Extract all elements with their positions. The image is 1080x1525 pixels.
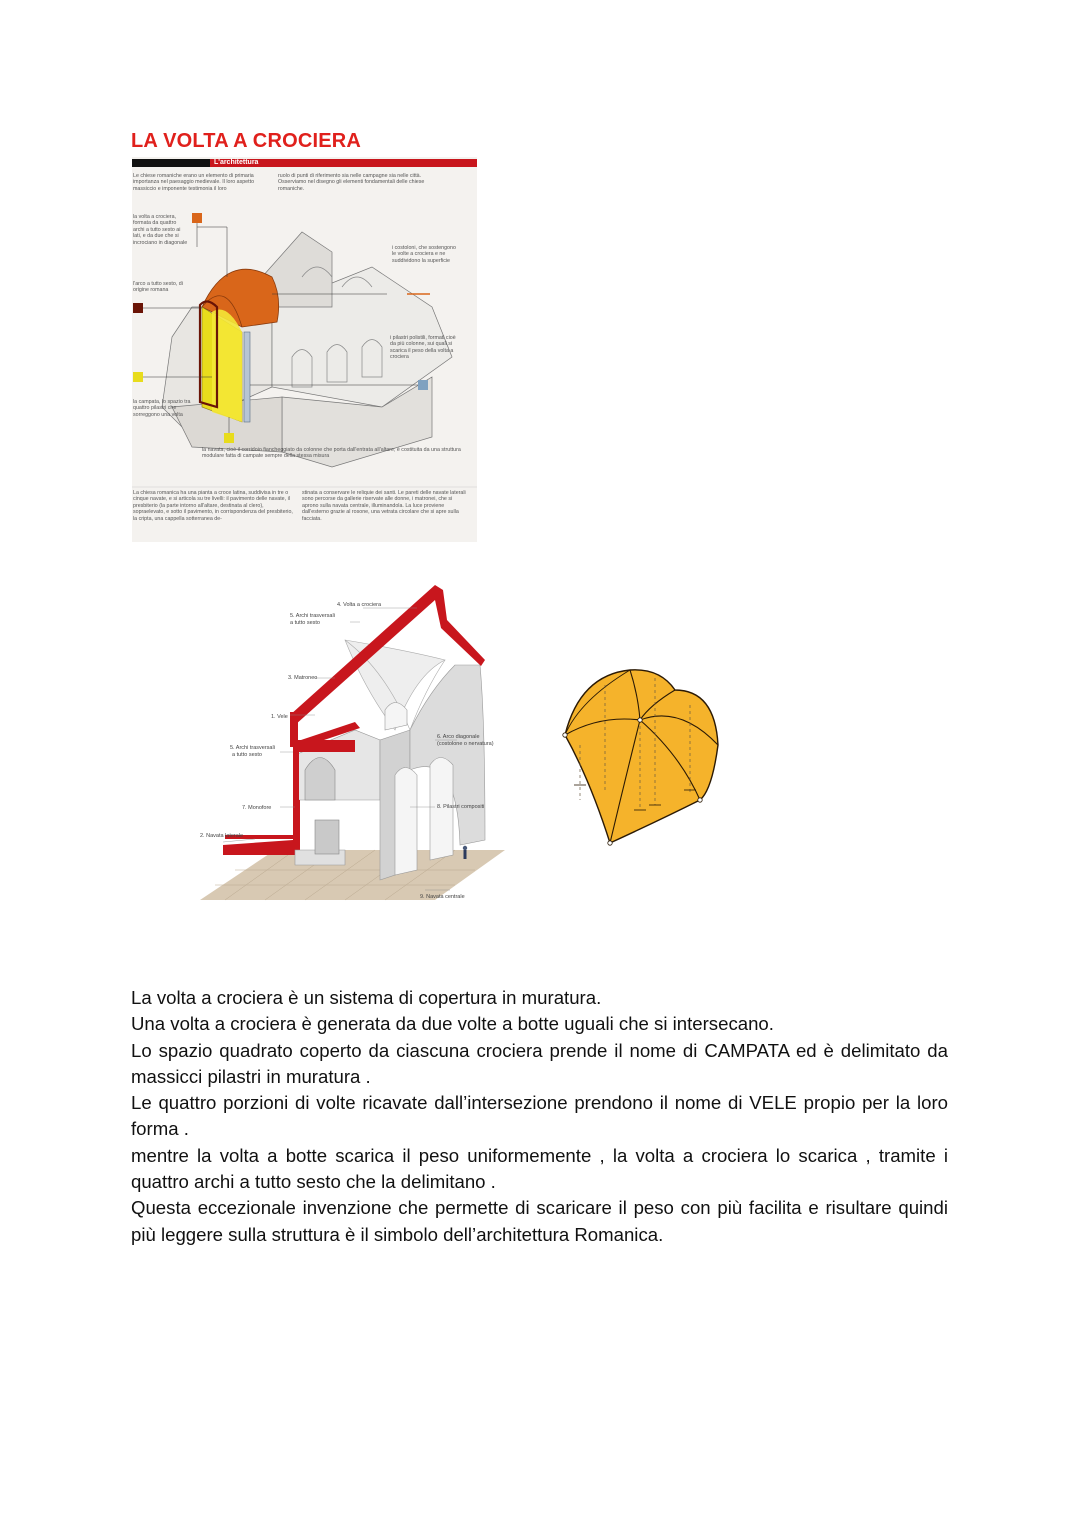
label-arco-diagonale-2: (costolone o nervatura) [437,741,494,747]
scan-label-navata: la navata, cioè il corridoio fiancheggiato da colonne che porta dall'entrata all'altare; è costituita da una struttura modulare fatta di campate sempre della stessa misura [202,447,461,460]
scan-label-volta: la volta a crociera, formata da quattro archi a tutto sesto ai lati, e da due che si incrociano in diagonale [133,214,188,246]
page-title: LA VOLTA A CROCIERA [131,130,362,152]
label-matroneo: 3. Matroneo [288,675,318,681]
scan-label-costoloni: i costoloni, che sostengono le volte a crociera e ne suddividono la superficie [392,245,456,264]
scan-intro-right: ruolo di punti di riferimento sia nelle campagne sia nelle città. Osserviamo nel disegno gli elementi fondamentali delle chiese romaniche. [278,173,425,192]
label-pilastri-compositi: 8. Pilastri compositi [437,804,485,810]
paragraph-6: Questa eccezionale invenzione che permette di scaricare il peso con più facilita e risultare quindi più leggere sulla struttura è il simbolo dell’architettura Romanica. [131,1197,948,1245]
groin-vault-diagram [550,660,730,855]
label-archi-trasversali-bottom: 5. Archi trasversali [230,745,275,751]
textbook-scan-image [132,157,477,542]
label-arco-diagonale: 6. Arco diagonale [437,734,480,740]
scan-intro-left: Le chiese romaniche erano un elemento di primaria importanza nel paesaggio medievale. Il loro aspetto massiccio e imponente testimonia il loro [133,173,255,192]
scan-heading: L'architettura [214,159,259,166]
scan-label-campata: la campata, lo spazio tra quattro pilastri che sorreggono una volta [133,399,191,418]
label-archi-trasversali-bottom-2: a tutto sesto [232,752,262,758]
scan-label-arco: l'arco a tutto sesto, di origine romana [133,281,183,294]
label-archi-trasversali-top-2: a tutto sesto [290,620,320,626]
scan-bottom-right: stinata a conservare le reliquie dei santi. Le pareti delle navate laterali sono percorse da gallerie riservate alle donne, i matronei, che si aprono sulla navata centrale, illuminandola. La luce proviene dall'esterno grazie al rosone, una vetrata circolare che si apre sulla facciata. [302,490,466,522]
church-cross-section-illustration [195,580,515,915]
label-vele: 1. Vele [271,714,288,720]
scan-label-pilastri: i pilastri polistili, formati cioè da più colonne, sui quali si scarica il peso della volta a crociera [390,335,456,361]
paragraph-3: Lo spazio quadrato coperto da ciascuna crociera prende il nome di CAMPATA ed è delimitato da massicci pilastri in muratura . [131,1039,948,1087]
paragraph-4: Le quattro porzioni di volte ricavate dall’intersezione prendono il nome di VELE propio per la loro forma . [131,1092,948,1140]
scan-bottom-left: La chiesa romanica ha una pianta a croce latina, suddivisa in tre o cinque navate, e si articola su tre livelli: il pavimento delle navate, il presbiterio (la parte intorno all'altare, destinata al clero), sopraelevato, e sotto il pavimento, in corrispondenza del presbiterio, la cripta, una cappella sotterranea de- [133,490,293,522]
label-volta-crociera: 4. Volta a crociera [337,602,382,608]
body-text [131,985,948,1248]
label-navata-centrale: 9. Navata centrale [420,894,465,900]
paragraph-5: mentre la volta a botte scarica il peso uniformemente , la volta a crociera lo scarica , tramite i quattro archi a tutto sesto che la delimitano . [131,1144,948,1193]
paragraph-1: La volta a crociera è un sistema di copertura in muratura. [131,987,602,1008]
label-archi-trasversali-top: 5. Archi trasversali [290,613,335,619]
label-monofore: 7. Monofore [242,805,272,811]
label-navata-laterale: 2. Navata laterale [200,833,244,839]
paragraph-2: Una volta a crociera è generata da due volte a botte uguali che si intersecano. [131,1013,774,1035]
